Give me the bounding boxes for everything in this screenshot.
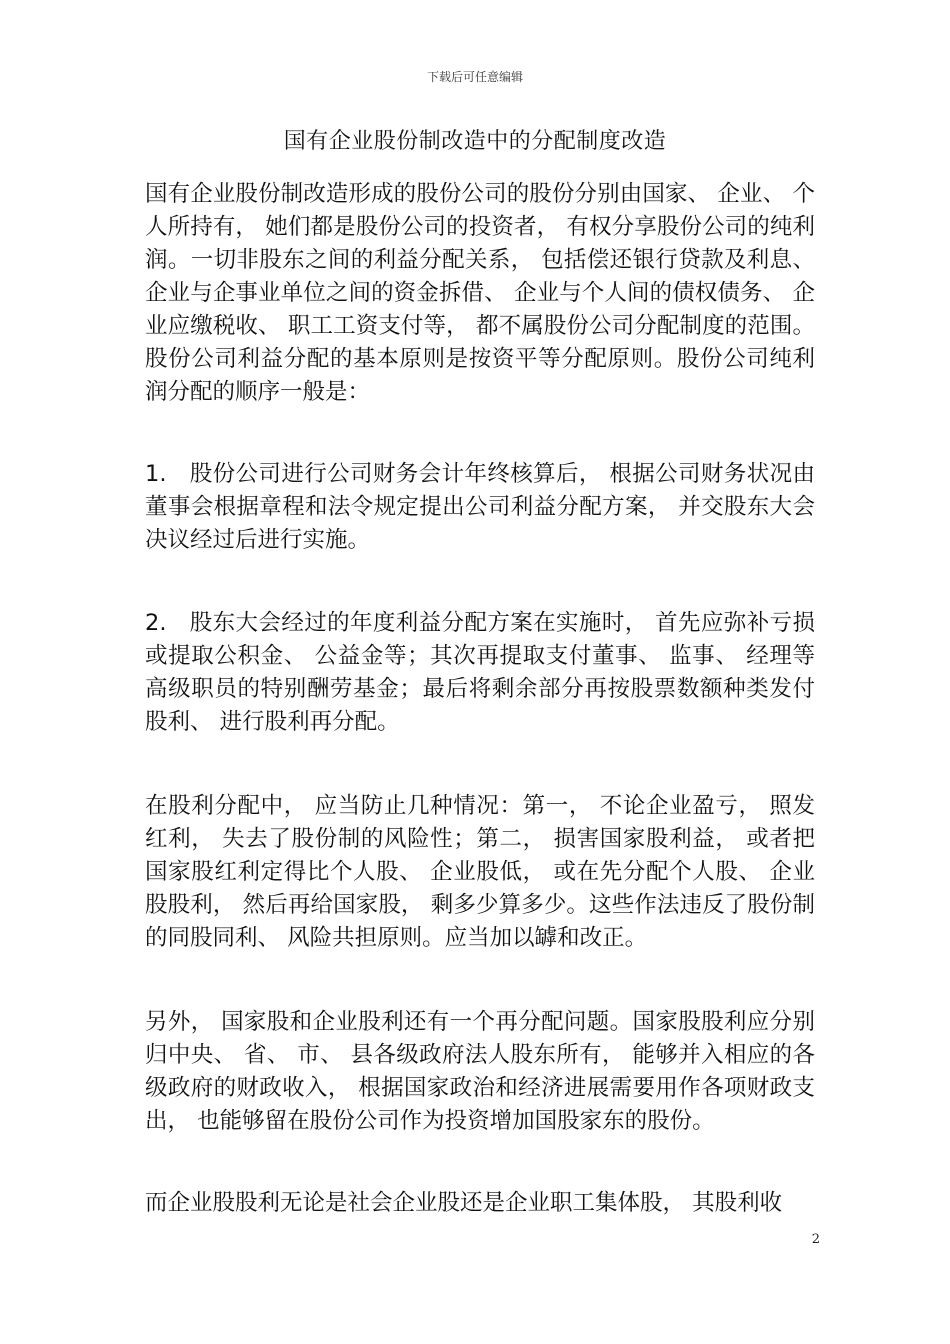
- page-number: 2: [811, 1232, 820, 1247]
- paragraph-step-2: 2. 股东大会经过的年度利益分配方案在实施时， 首先应弥补亏损或提取公积金、 公益金等；其次再提取支付董事、 监事、 经理等高级职员的特别酬劳基金；最后将剩余部分再按股票数额种类发付股利、 进行股利再分配。: [145, 610, 815, 735]
- paragraph-redistribution: 另外， 国家股和企业股利还有一个再分配问题。国家股股利应分别归中央、 省、 市、 县各级政府法人股东所有， 能够并入相应的各级政府的财政收入， 根据国家政治和经济进展需要用作各项财政支出， 也能够留在股份公司作为投资增加国股家东的股份。: [145, 1009, 815, 1134]
- header-note: 下载后可任意编辑: [426, 70, 523, 84]
- paragraph-dividend-cautions: 在股利分配中， 应当防止几种情况：第一， 不论企业盈亏， 照发红利， 失去了股份制的风险性；第二， 损害国家股利益， 或者把国家股红利定得比个人股、 企业股低， 或在先分配个人股、 企业股股利， 然后再给国家股， 剩多少算多少。这些作法违反了股份制的同股同利、 风险共担原则。应当加以罅和改正。: [145, 793, 815, 951]
- paragraph-intro: 国有企业股份制改造形成的股份公司的股份分别由国家、 企业、 个人所持有， 她们都是股份公司的投资者， 有权分享股份公司的纯利润。一切非股东之间的利益分配关系， 包括偿还银行贷款及利息、 企业与企事业单位之间的资金拆借、 企业与个人间的债权债务、 企业应缴税收、 职工工资支付等， 都不属股份公司分配制度的范围。股份公司利益分配的基本原则是按资平等分配原则。股份公司纯利润分配的顺序一般是：: [145, 181, 815, 405]
- document-title: 国有企业股份制改造中的分配制度改造: [283, 129, 667, 154]
- paragraph-enterprise-shares: 而企业股股利无论是社会企业股还是企业职工集体股， 其股利收: [145, 1190, 783, 1216]
- paragraph-step-1: 1. 股份公司进行公司财务会计年终核算后， 根据公司财务状况由董事会根据章程和法令规定提出公司利益分配方案， 并交股东大会决议经过后进行实施。: [145, 461, 815, 553]
